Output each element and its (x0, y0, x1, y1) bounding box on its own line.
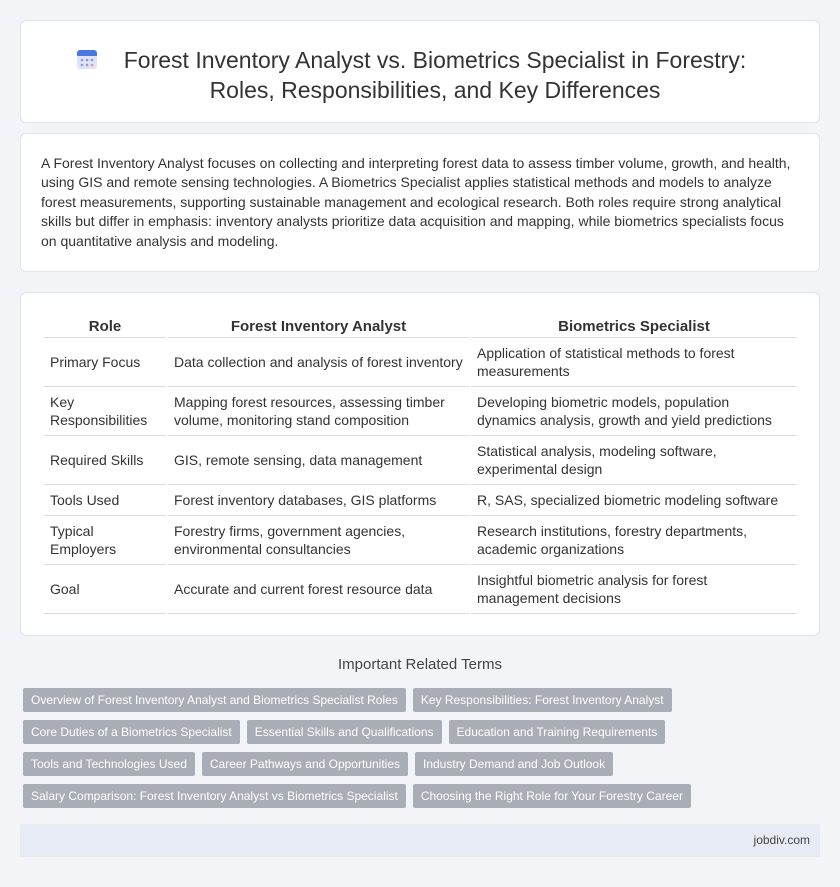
table-cell: Accurate and current forest resource data (168, 565, 469, 614)
row-label: Key Responsibilities (44, 387, 166, 436)
related-term-link[interactable]: Key Responsibilities: Forest Inventory Analyst (413, 688, 672, 712)
related-term-link[interactable]: Salary Comparison: Forest Inventory Analyst vs Biometrics Specialist (23, 784, 406, 808)
related-term-link[interactable]: Education and Training Requirements (449, 720, 666, 744)
comparison-table (42, 312, 799, 614)
page-title: Forest Inventory Analyst vs. Biometrics Specialist in Forestry: Roles, Responsibilities, and Key Differences (123, 47, 747, 103)
column-header-forest-inventory-analyst: Forest Inventory Analyst (168, 312, 469, 338)
row-label: Tools Used (44, 485, 166, 516)
table-row (44, 436, 797, 485)
footer-site-link[interactable]: jobdiv.com (753, 833, 810, 847)
table-cell: Research institutions, forestry departments, academic organizations (471, 516, 797, 565)
table-cell: Mapping forest resources, assessing timber volume, monitoring stand composition (168, 387, 469, 436)
related-term-link[interactable]: Overview of Forest Inventory Analyst and Biometrics Specialist Roles (23, 688, 406, 712)
table-cell: Forest inventory databases, GIS platforms (168, 485, 469, 516)
row-label: Primary Focus (44, 338, 166, 387)
table-cell: Data collection and analysis of forest inventory (168, 338, 469, 387)
footer (20, 824, 820, 857)
table-cell: Statistical analysis, modeling software, experimental design (471, 436, 797, 485)
related-term-link[interactable]: Industry Demand and Job Outlook (415, 752, 613, 776)
related-term-link[interactable]: Choosing the Right Role for Your Forestry Career (413, 784, 691, 808)
related-term-link[interactable]: Career Pathways and Opportunities (202, 752, 408, 776)
column-header-role: Role (44, 312, 166, 338)
comparison-card (20, 292, 820, 636)
table-header-row (44, 312, 797, 338)
table-row (44, 485, 797, 516)
tag-row (23, 752, 813, 776)
tag-row (23, 688, 813, 712)
summary-text: A Forest Inventory Analyst focuses on collecting and interpreting forest data to assess timber volume, growth, and health, using GIS and remote sensing technologies. A Biometrics Specialist applies statistical methods and models to analyze forest measurements, supporting sustainable management and ecological research. Both roles require strong analytical skills but differ in emphasis: inventory analysts prioritize data acquisition and mapping, while biometrics specialists focus on quantitative analysis and modeling. (41, 155, 791, 249)
tag-row (23, 784, 813, 808)
row-label: Typical Employers (44, 516, 166, 565)
table-cell: Developing biometric models, population dynamics analysis, growth and yield predictions (471, 387, 797, 436)
related-term-link[interactable]: Essential Skills and Qualifications (247, 720, 442, 744)
related-terms-list (23, 688, 813, 816)
table-cell: GIS, remote sensing, data management (168, 436, 469, 485)
title-card (20, 20, 820, 123)
column-header-biometrics-specialist: Biometrics Specialist (471, 312, 797, 338)
table-cell: Insightful biometric analysis for forest management decisions (471, 565, 797, 614)
related-term-link[interactable]: Tools and Technologies Used (23, 752, 195, 776)
row-label: Goal (44, 565, 166, 614)
table-row (44, 338, 797, 387)
related-terms-heading: Important Related Terms (338, 656, 502, 673)
related-term-link[interactable]: Core Duties of a Biometrics Specialist (23, 720, 240, 744)
tag-row (23, 720, 813, 744)
table-cell: R, SAS, specialized biometric modeling software (471, 485, 797, 516)
table-cell: Application of statistical methods to forest measurements (471, 338, 797, 387)
table-row (44, 387, 797, 436)
row-label: Required Skills (44, 436, 166, 485)
table-cell: Forestry firms, government agencies, environmental consultancies (168, 516, 469, 565)
table-row (44, 516, 797, 565)
table-row (44, 565, 797, 614)
summary-card (20, 133, 820, 272)
